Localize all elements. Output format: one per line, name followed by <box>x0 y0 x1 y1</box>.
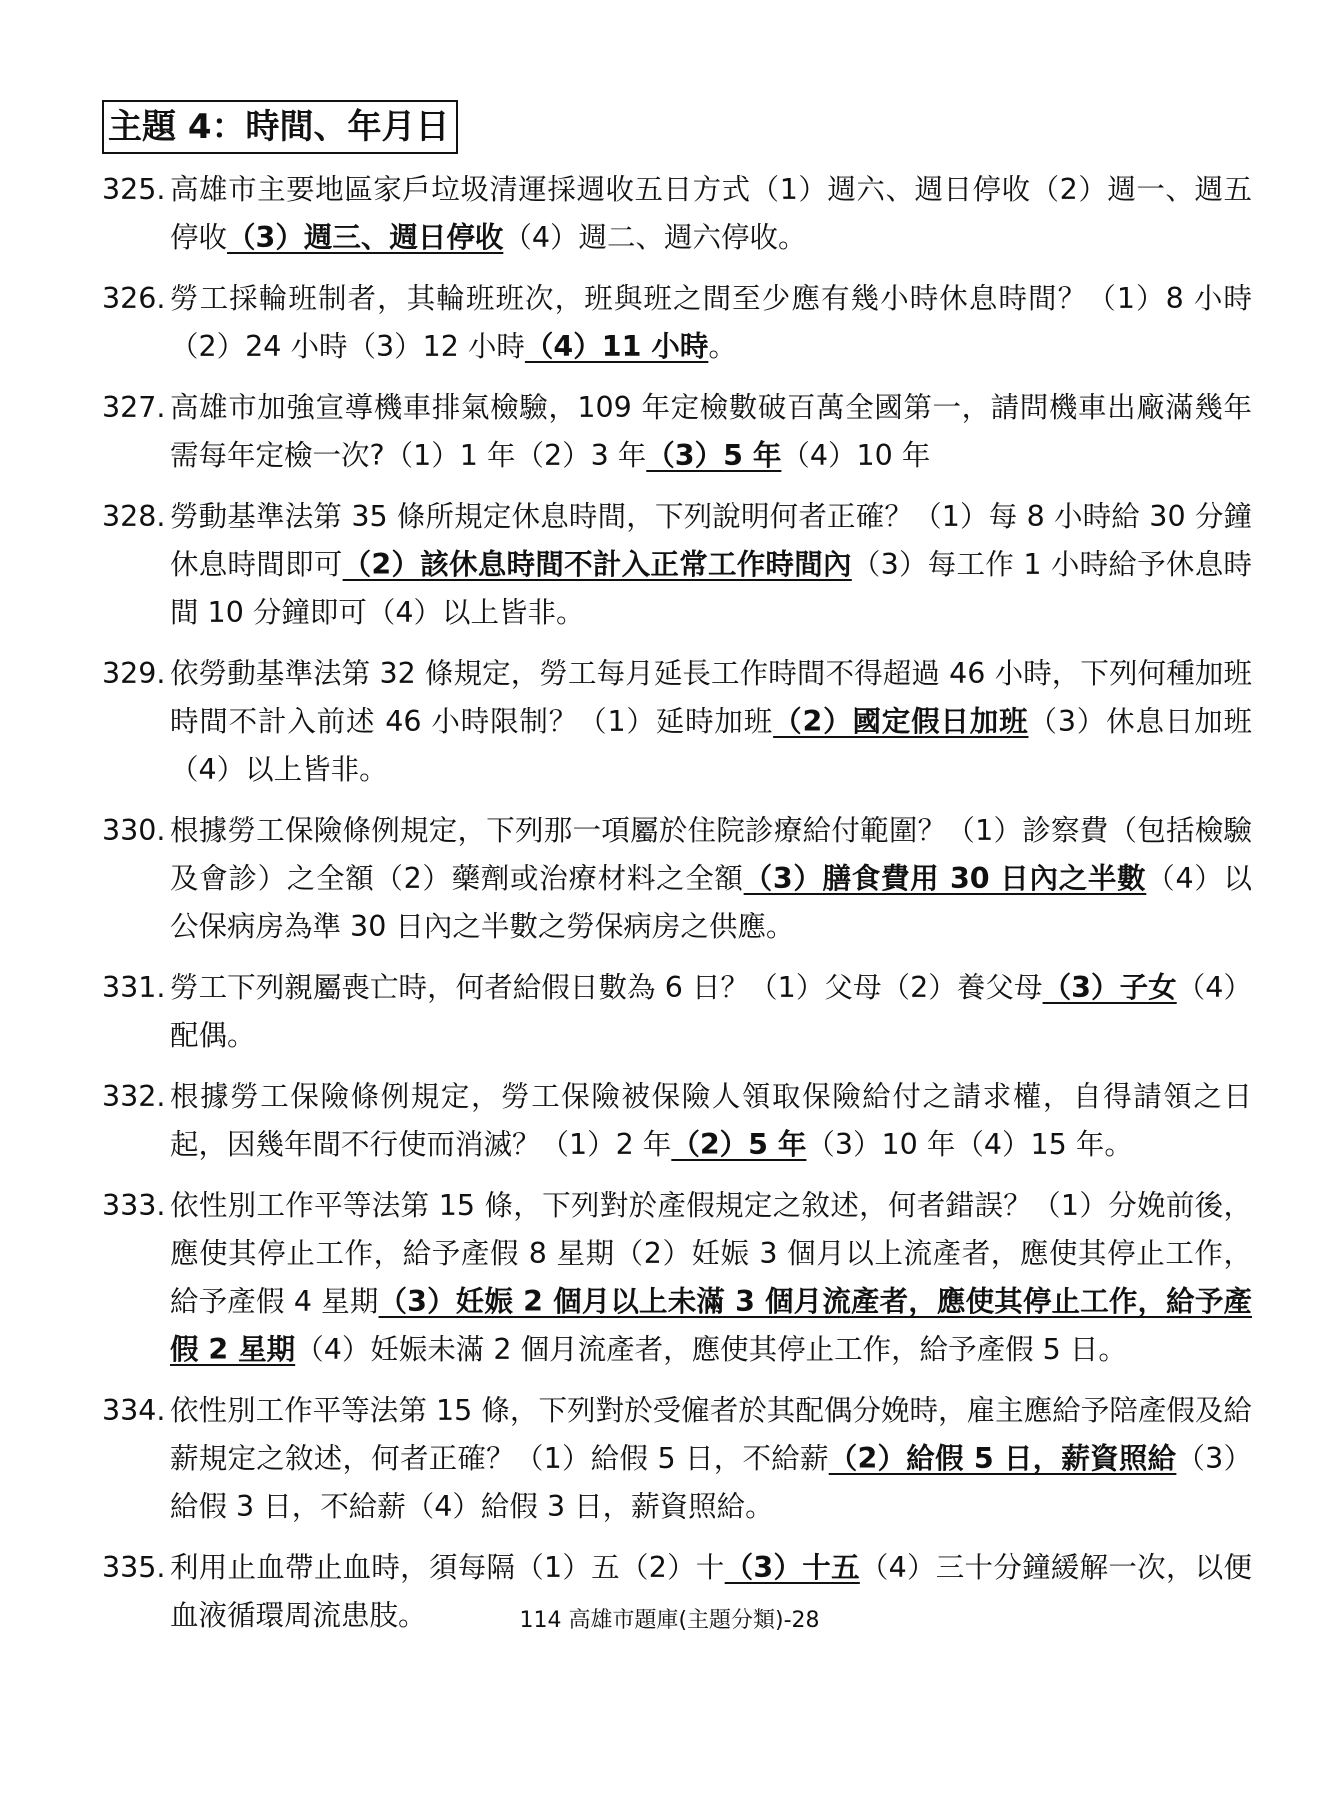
question-stem: 依性別工作平等法第 15 條，下列對於產假規定之敘述，何者錯誤？（1）分娩前後，應使其停止工作，給予產假 8 星期（2）妊娠 3 個月以上流產者，應使其停止工作，給予產假 4 星期 <box>170 1189 1252 1318</box>
question-tail: （4）配偶。 <box>170 971 1252 1052</box>
question-number: 333. <box>102 1189 166 1222</box>
question-tail: （4）妊娠未滿 2 個月流產者，應使其停止工作，給予產假 5 日。 <box>295 1333 1127 1366</box>
question-text <box>170 1387 1252 1531</box>
page-footer: 114 高雄市題庫(主題分類)-28 <box>519 1608 820 1633</box>
correct-answer: （2）該休息時間不計入正常工作時間內 <box>342 548 852 581</box>
question-stem: 利用止血帶止血時，須每隔（1）五（2）十 <box>170 1551 725 1584</box>
correct-answer: （3）妊娠 2 個月以上未滿 3 個月流產者，應使其停止工作，給予產假 2 星期 <box>170 1285 1252 1366</box>
section-title: 主題 4：時間、年月日 <box>102 100 458 154</box>
question-text <box>170 166 1252 262</box>
question-text <box>170 493 1252 637</box>
question-tail: （4）週二、週六停收。 <box>503 221 807 254</box>
correct-answer: （3）週三、週日停收 <box>227 221 504 254</box>
question-stem: 勞動基準法第 35 條所規定休息時間，下列說明何者正確？（1）每 8 小時給 30 分鐘休息時間即可 <box>170 500 1252 581</box>
question-item <box>102 384 1252 480</box>
question-tail: （3）每工作 1 小時給予休息時間 10 分鐘即可（4）以上皆非。 <box>170 548 1252 629</box>
question-number: 334. <box>102 1394 166 1427</box>
question-stem: 高雄市主要地區家戶垃圾清運採週收五日方式（1）週六、週日停收（2）週一、週五停收 <box>170 173 1252 254</box>
question-tail: 。 <box>708 330 737 363</box>
correct-answer: （2）給假 5 日，薪資照給 <box>828 1442 1177 1475</box>
question-item <box>102 166 1252 262</box>
question-number: 332. <box>102 1080 166 1113</box>
question-item <box>102 1182 1252 1374</box>
question-stem: 勞工下列親屬喪亡時，何者給假日數為 6 日？（1）父母（2）養父母 <box>170 971 1043 1004</box>
correct-answer: （4）11 小時 <box>524 330 709 363</box>
question-text <box>170 650 1252 794</box>
correct-answer: （3）5 年 <box>646 439 782 472</box>
question-number: 326. <box>102 282 166 315</box>
question-number: 329. <box>102 657 166 690</box>
question-text <box>170 1182 1252 1374</box>
question-text <box>170 807 1252 951</box>
question-text <box>170 964 1252 1060</box>
question-number: 331. <box>102 971 166 1004</box>
question-stem: 根據勞工保險條例規定，下列那一項屬於住院診療給付範圍？（1）診察費（包括檢驗及會診）之全額（2）藥劑或治療材料之全額 <box>170 814 1252 895</box>
question-number: 335. <box>102 1551 166 1584</box>
question-item <box>102 493 1252 637</box>
correct-answer: （3）膳食費用 30 日內之半數 <box>743 862 1147 895</box>
question-stem: 高雄市加強宣導機車排氣檢驗，109 年定檢數破百萬全國第一，請問機車出廠滿幾年需每年定檢一次?（1）1 年（2）3 年 <box>170 391 1252 472</box>
question-tail: （3）休息日加班（4）以上皆非。 <box>170 705 1252 786</box>
question-stem: 根據勞工保險條例規定，勞工保險被保險人領取保險給付之請求權，自得請領之日起，因幾年間不行使而消滅？（1）2 年 <box>170 1080 1252 1161</box>
question-number: 327. <box>102 391 166 424</box>
question-tail: （4）10 年 <box>781 439 931 472</box>
question-item <box>102 807 1252 951</box>
question-tail: （4）三十分鐘緩解一次，以便血液循環周流患肢。 <box>170 1551 1252 1632</box>
question-stem: 依勞動基準法第 32 條規定，勞工每月延長工作時間不得超過 46 小時，下列何種加班時間不計入前述 46 小時限制？（1）延時加班 <box>170 657 1252 738</box>
correct-answer: （3）子女 <box>1042 971 1177 1004</box>
question-item <box>102 1387 1252 1531</box>
question-list <box>102 166 1252 1653</box>
correct-answer: （2）5 年 <box>671 1128 807 1161</box>
question-text <box>170 1073 1252 1169</box>
question-stem: 勞工採輪班制者，其輪班班次，班與班之間至少應有幾小時休息時間？（1）8 小時（2）24 小時（3）12 小時 <box>170 282 1252 363</box>
question-number: 330. <box>102 814 166 847</box>
question-stem: 依性別工作平等法第 15 條，下列對於受僱者於其配偶分娩時，雇主應給予陪產假及給薪規定之敘述，何者正確？（1）給假 5 日，不給薪 <box>170 1394 1252 1475</box>
question-tail: （4）以公保病房為準 30 日內之半數之勞保病房之供應。 <box>170 862 1252 943</box>
question-text <box>170 275 1252 371</box>
question-text <box>170 384 1252 480</box>
question-item <box>102 1073 1252 1169</box>
question-number: 325. <box>102 173 166 206</box>
correct-answer: （3）十五 <box>724 1551 860 1584</box>
question-item <box>102 964 1252 1060</box>
question-number: 328. <box>102 500 166 533</box>
correct-answer: （2）國定假日加班 <box>773 705 1029 738</box>
question-tail: （3）10 年（4）15 年。 <box>806 1128 1133 1161</box>
question-tail: （3）給假 3 日，不給薪（4）給假 3 日，薪資照給。 <box>170 1442 1252 1523</box>
question-item <box>102 650 1252 794</box>
question-item <box>102 275 1252 371</box>
